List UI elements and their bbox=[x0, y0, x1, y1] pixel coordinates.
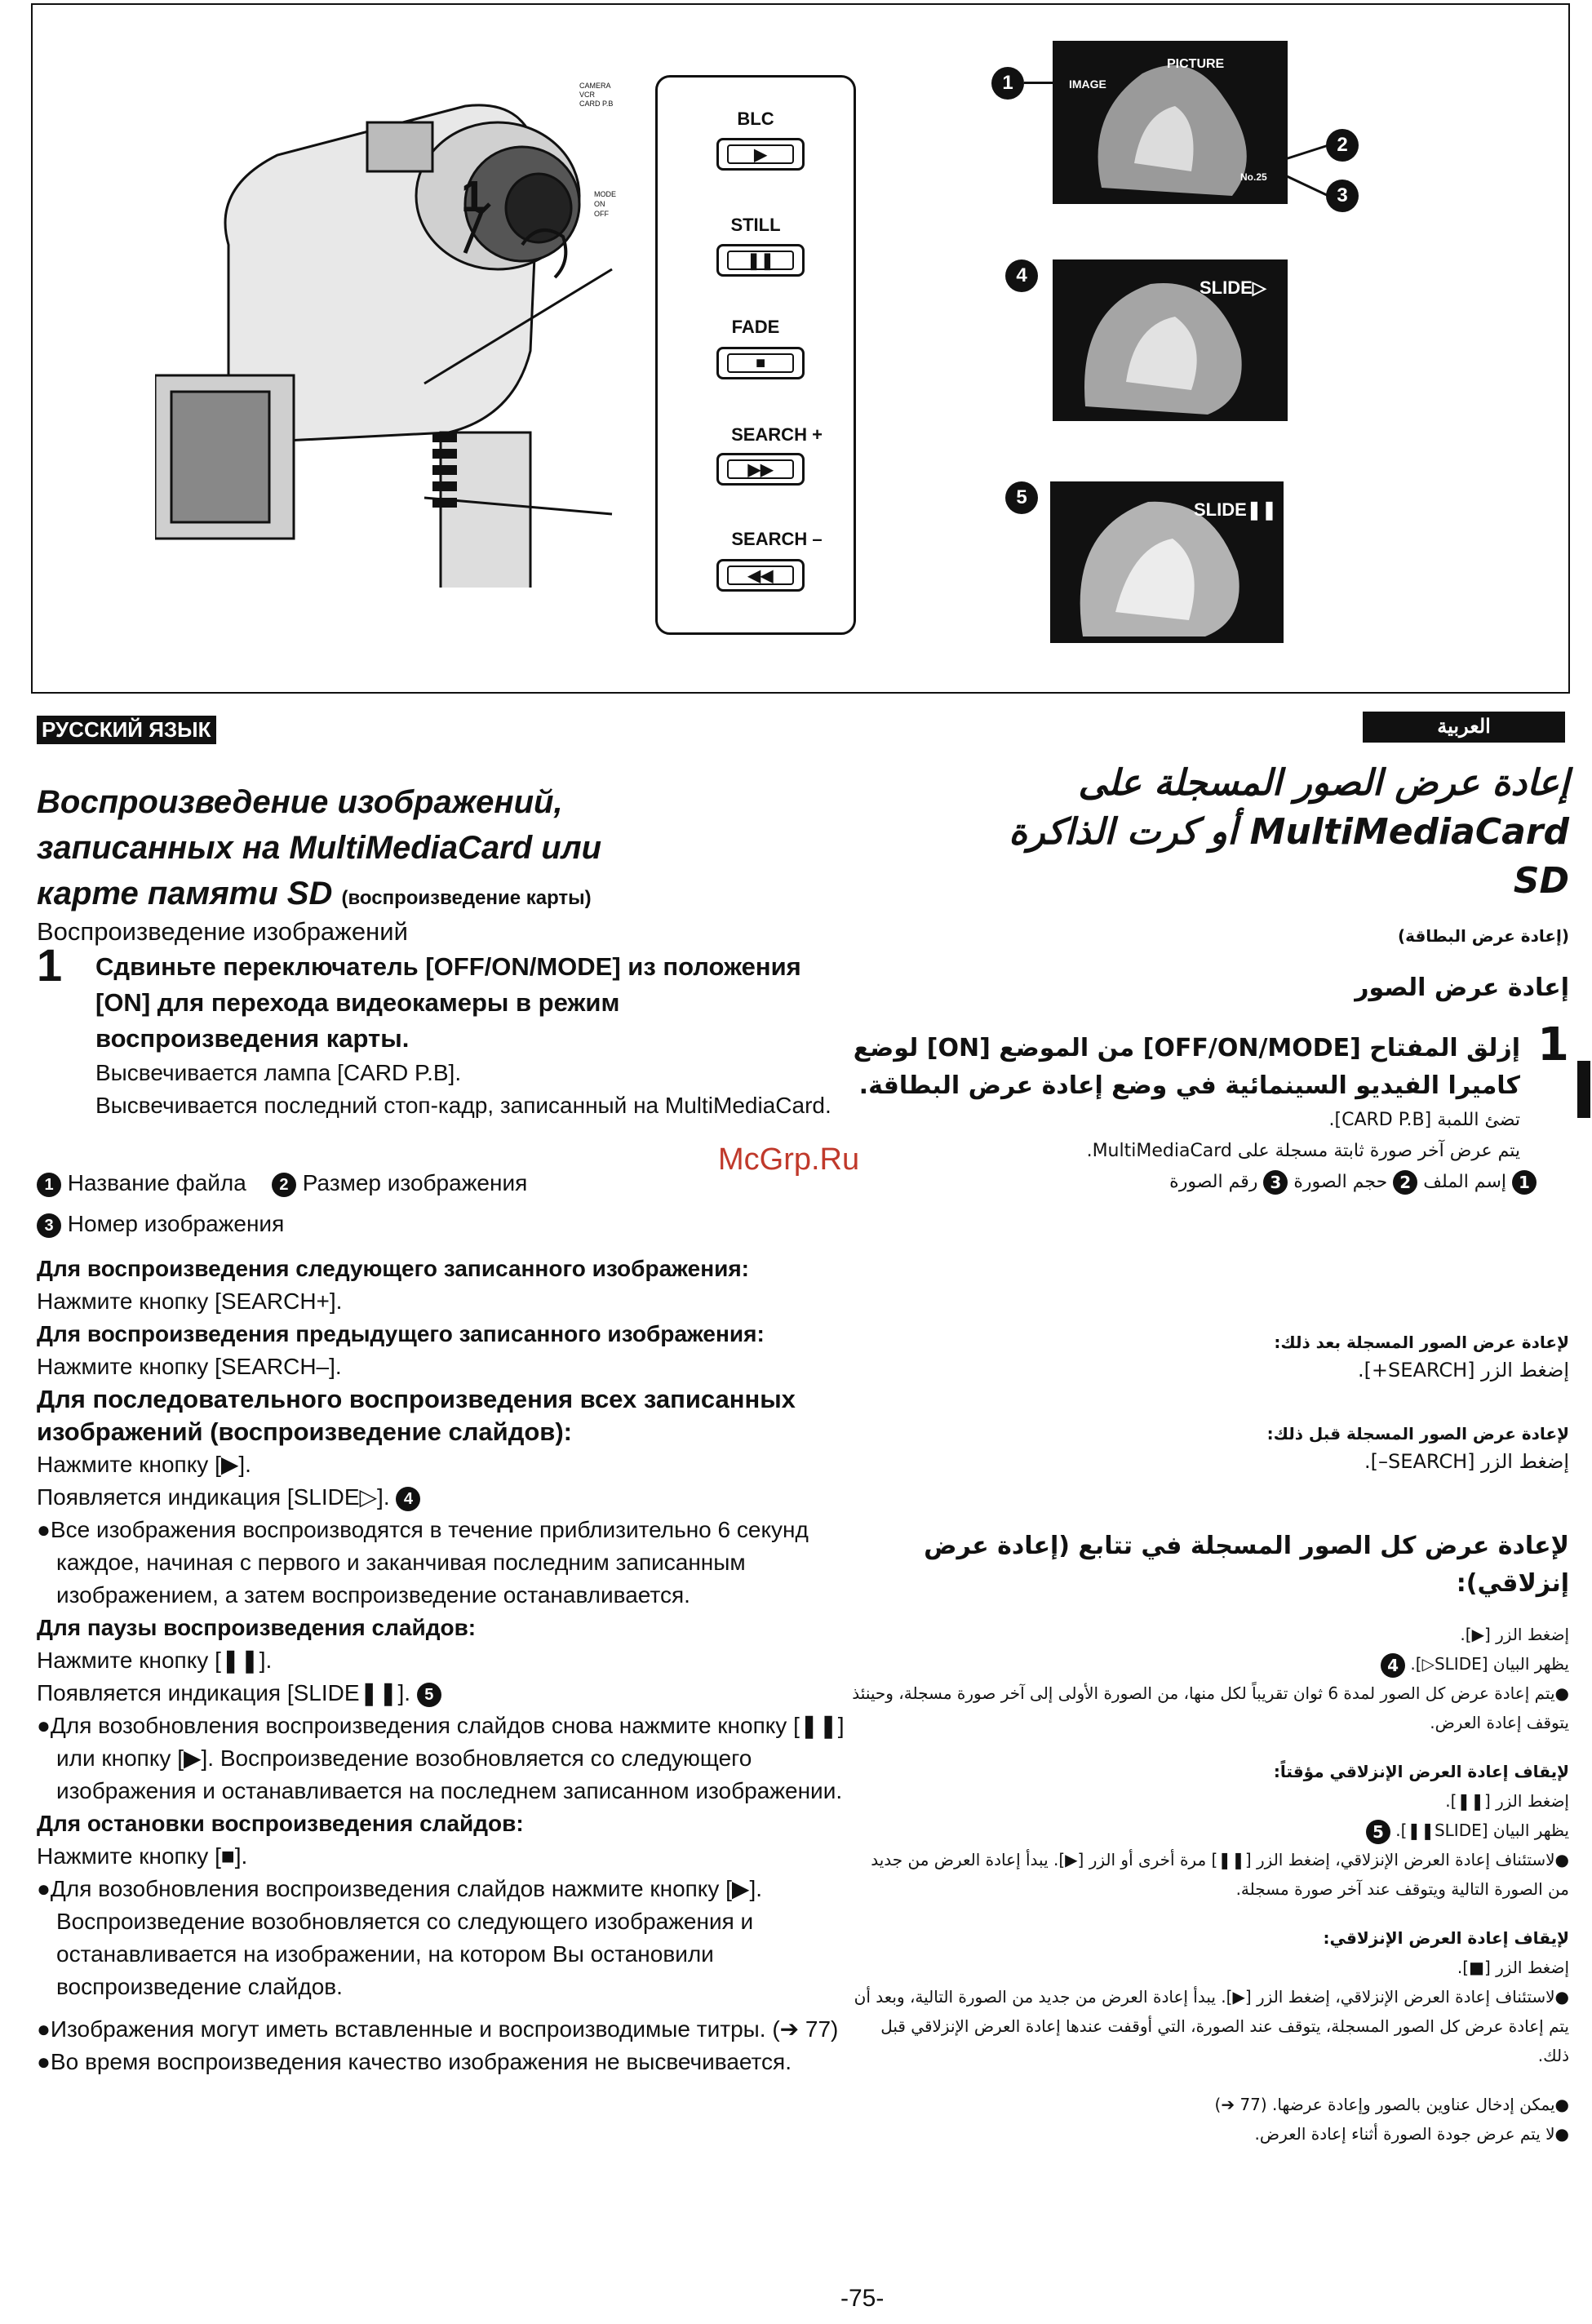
play-icon: ▶ bbox=[727, 144, 794, 164]
ru-pause-bullet: ●Для возобновления воспроизведения слайдов снова нажмите кнопку [❚❚] или кнопку [▶]. Воспроизведение возобновляется со следующего изображения и останавливается на последнем записанном изображении. bbox=[37, 1713, 845, 1803]
callout-2: 2 bbox=[1326, 129, 1359, 162]
ru-slide-press: Нажмите кнопку [▶]. bbox=[37, 1452, 251, 1477]
fade-button[interactable] bbox=[716, 347, 805, 379]
page-number: -75- bbox=[840, 2285, 885, 2312]
ru-next-text: Нажмите кнопку [SEARCH+]. bbox=[37, 1288, 343, 1314]
ar-step-text: إزلق المفتاح [OFF/ON/MODE] من الموضع [ON] لوضع كاميرا الفيديو السينمائية في وضع إعادة عرض البطاقة. bbox=[853, 1034, 1520, 1100]
side-tab-marker bbox=[1577, 1061, 1590, 1118]
watermark: McGrp.Ru bbox=[718, 1142, 860, 1177]
thumbnail-still: PICTURE IMAGE No.25 bbox=[1053, 41, 1288, 204]
ar-lamp-text: تضئ اللمبة [CARD P.B]. bbox=[1328, 1110, 1520, 1130]
callout-lines bbox=[1281, 139, 1330, 204]
arabic-language-tag: العربية bbox=[1363, 712, 1565, 743]
ru-note-1: ●Изображения могут иметь вставленные и воспроизводимые титры. (➔ 77) bbox=[37, 2016, 839, 2042]
thumbnail-slide: SLIDE▷ bbox=[1053, 259, 1288, 421]
ru-lamp-text: Высвечивается лампа [CARD P.B]. bbox=[95, 1060, 462, 1085]
russian-language-tag: РУССКИЙ ЯЗЫК bbox=[37, 716, 216, 744]
switch-labels: CAMERA VCR CARD P.B bbox=[579, 82, 614, 108]
ar-last-still-text: يتم عرض آخر صورة ثابتة مسجلة على MultiMediaCard. bbox=[1086, 1141, 1520, 1161]
still-button[interactable] bbox=[716, 244, 805, 277]
search-minus-button[interactable] bbox=[716, 559, 805, 592]
ru-prev-text: Нажмите кнопку [SEARCH–]. bbox=[37, 1354, 342, 1379]
ru-pause-indication: Появляется индикация [SLIDE❚❚]. 5 bbox=[37, 1677, 845, 1710]
ru-prev-heading: Для воспроизведения предыдущего записанного изображения: bbox=[37, 1321, 765, 1346]
ru-slide-heading: Для последовательного воспроизведения всех записанных изображений (воспроизведение слайдов): bbox=[37, 1385, 796, 1446]
fast-forward-icon: ▶▶ bbox=[727, 459, 794, 479]
ru-stop-bullet: ●Для возобновления воспроизведения слайдов нажмите кнопку [▶]. Воспроизведение возобновляется со следующего изображения и останавливается на изображении, на котором Вы остановили воспроизведение слайдов. bbox=[37, 1876, 763, 1999]
ru-slide-bullet: ●Все изображения воспроизводятся в течение приблизительно 6 секунд каждое, начиная с первого и заканчивая последним записанным изображением, а затем воспроизведение останавливается. bbox=[37, 1517, 809, 1608]
pause-icon: ❚❚ bbox=[727, 251, 794, 270]
fade-label: FADE bbox=[731, 317, 780, 337]
search-minus-label: SEARCH – bbox=[731, 529, 823, 549]
ru-next-heading: Для воспроизведения следующего записанного изображения: bbox=[37, 1256, 749, 1281]
ru-step-text: Сдвиньте переключатель [OFF/ON/MODE] из положения [ON] для перехода видеокамеры в режим воспроизведения карты. bbox=[95, 952, 801, 1053]
rewind-icon: ◀◀ bbox=[727, 565, 794, 585]
ru-step-number: 1 bbox=[37, 939, 63, 991]
callout-4: 4 bbox=[1005, 259, 1038, 292]
ar-body-search: لإعادة عرض الصور المسجلة بعد ذلك: إضغط الزر [SEARCH+]. لإعادة عرض الصور المسجلة قبل ذلك: إضغط الزر [SEARCH–]. bbox=[1266, 1333, 1569, 1473]
ru-step-1 bbox=[37, 939, 845, 1122]
ru-subtitle: Воспроизведение изображений bbox=[37, 917, 408, 946]
camcorder-illustration bbox=[155, 57, 661, 588]
still-label: STILL bbox=[730, 215, 781, 235]
ru-pause-press: Нажмите кнопку [❚❚]. bbox=[37, 1648, 273, 1673]
ru-pause-heading: Для паузы воспроизведения слайдов: bbox=[37, 1615, 477, 1640]
ru-note-2: ●Во время воспроизведения качество изображения не высвечивается. bbox=[37, 2049, 792, 2074]
callout-3: 3 bbox=[1326, 180, 1359, 212]
thumbnail-slide-paused: SLIDE❚❚ bbox=[1050, 481, 1284, 643]
ar-step-1 bbox=[851, 1018, 1569, 1198]
ru-title: Воспроизведение изображений, записанных на MultiMediaCard или карте памяти SD (воспроизведение карты) bbox=[37, 784, 602, 911]
button-panel bbox=[655, 75, 856, 635]
ru-legend: 1 Название файла 2 Размер изображения 3 Номер изображения bbox=[37, 1167, 845, 1240]
ru-stop-press: Нажмите кнопку [■]. bbox=[37, 1843, 248, 1869]
ru-body bbox=[37, 1253, 845, 2078]
callout-1: 1 bbox=[991, 67, 1024, 100]
ar-step-number: 1 bbox=[1537, 1018, 1569, 1071]
search-plus-label: SEARCH + bbox=[731, 424, 823, 445]
ru-slide-indication: Появляется индикация [SLIDE▷]. 4 bbox=[37, 1481, 845, 1514]
search-plus-button[interactable] bbox=[716, 453, 805, 486]
callout-5: 5 bbox=[1005, 481, 1038, 514]
ar-body-slide: إضغط الزر [▶]. يظهر البيان [SLIDE▷]. 4 ●يتم إعادة عرض كل الصور لمدة 6 ثوان تقريباً لكل منها، من الصورة الأولى إلى آخر صورة مسجلة، وحينئذ يتوقف إعادة العرض. لإيقاف إعادة العرض الإنزلاقي مؤقتاً: إضغط الزر [❚❚]. يظهر البيان [SLIDE❚❚]. 5 ●لاستئناف إعادة العرض الإنزلاقي، إضغط الزر [❚❚] مرة أخرى أو الزر [▶]. يبدأ إعادة العرض من جديد من الصورة التالية ويتوقف عند آخر صورة مسجلة. لإيقاف إعادة العرض الإنزلاقي: إضغط الزر [■]. ●لاستئناف إعادة العرض الإنزلاقي، إضغط الزر [▶]. يبدأ إعادة العرض من جديد من الصورة التالية، وبعد أن يتم إعادة عرض كل الصور المسجلة، يتوقف عند الصورة، التي أوقفت عندها إعادة العرض الإنزلاقي قبل ذلك. ●يمكن إدخال عناوين بالصور وإعادة عرضها. (77 ➔) ●لا يتم عرض جودة الصورة أثناء إعادة العرض. bbox=[852, 1625, 1569, 2144]
ar-title-small: (إعادة عرض البطاقة) bbox=[1397, 926, 1569, 946]
step-marker: 1 bbox=[461, 172, 486, 221]
blc-label: BLC bbox=[737, 109, 774, 129]
mode-labels: MODE ON OFF bbox=[594, 190, 616, 218]
ar-title: إعادة عرض الصور المسجلة على MultiMediaCard أو كرت الذاكرة SD bbox=[1009, 762, 1569, 902]
ar-subtitle: إعادة عرض الصور bbox=[1355, 974, 1569, 1002]
ar-slide-heading: لإعادة عرض كل الصور المسجلة في تتابع (إعادة عرض إنزلاقي): bbox=[924, 1532, 1569, 1598]
ru-stop-heading: Для остановки воспроизведения слайдов: bbox=[37, 1811, 524, 1836]
callout-line bbox=[1024, 82, 1057, 84]
stop-icon: ■ bbox=[727, 353, 794, 373]
ru-last-still-text: Высвечивается последний стоп-кадр, записанный на MultiMediaCard. bbox=[95, 1093, 831, 1118]
blc-button[interactable] bbox=[716, 138, 805, 171]
ar-legend: 1 إسم الملف 2 حجم الصورة 3 رقم الصورة bbox=[851, 1167, 1537, 1198]
